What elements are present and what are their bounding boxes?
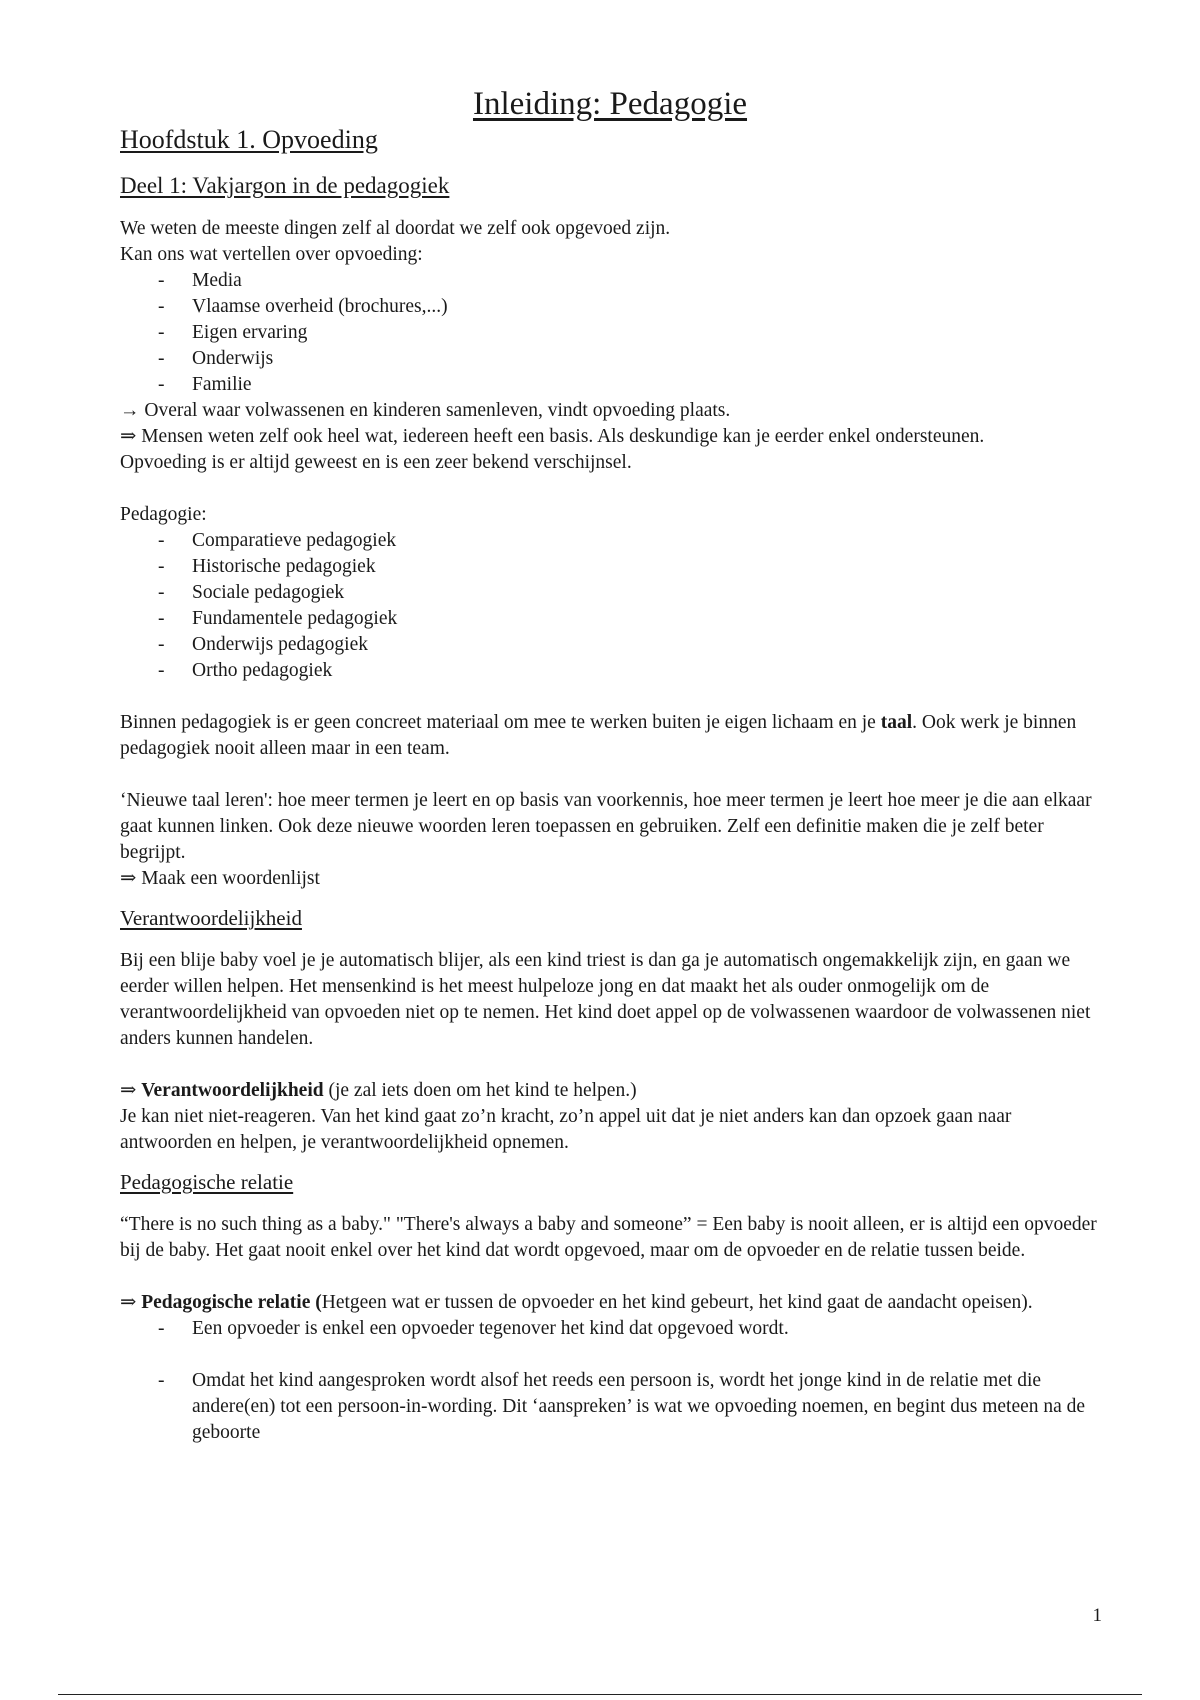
arrow-statement: ⇒ Mensen weten zelf ook heel wat, iedereen heeft een basis. Als deskundige kan je eerder enkel ondersteunen. bbox=[120, 426, 985, 447]
paragraph-taal: Binnen pedagogiek is er geen concreet materiaal om mee te werken buiten je eigen lichaam en je taal. Ook werk je binnen pedagogiek nooit alleen maar in een team. bbox=[120, 712, 1077, 759]
list-item: - Comparatieve pedagogiek bbox=[120, 528, 1100, 554]
definition-verantwoordelijkheid: ⇒ Verantwoordelijkheid (je zal iets doen om het kind te helpen.) bbox=[120, 1080, 637, 1101]
bold-term: Verantwoordelijkheid bbox=[141, 1080, 324, 1101]
list-item: - Ortho pedagogiek bbox=[120, 658, 1100, 684]
bold-term: Pedagogische relatie ( bbox=[141, 1292, 322, 1313]
arrow-statement: → Overal waar volwassenen en kinderen samenleven, vindt opvoeding plaats. bbox=[120, 400, 731, 421]
paragraph-quote: “There is no such thing as a baby." "There's always a baby and someone” = Een baby is nooit alleen, er is altijd een opvoeder bij de baby. Het gaat nooit enkel over het kind dat wordt opgevoed, maar om de opvoeder en de relatie tussen beide. bbox=[120, 1214, 1097, 1261]
paragraph: Je kan niet niet-reageren. Van het kind gaat zo’n kracht, zo’n appel uit dat je niet anders kan dan opzoek gaan naar antwoorden en helpen, je verantwoordelijkheid opnemen. bbox=[120, 1106, 1012, 1153]
page-number: 1 bbox=[1092, 1605, 1102, 1626]
footer-divider bbox=[58, 1694, 1142, 1695]
list-item: - Een opvoeder is enkel een opvoeder tegenover het kind dat opgevoed wordt. bbox=[120, 1316, 1100, 1342]
relatie-list bbox=[120, 1368, 1100, 1446]
list-item: - Omdat het kind aangesproken wordt alsof het reeds een persoon is, wordt het jonge kind in de relatie met die andere(en) tot een persoon-in-wording. Dit ‘aanspreken’ is wat we opvoeding noemen, en begint dus meteen na de geboorte bbox=[120, 1368, 1100, 1446]
section-heading-pedagogische-relatie: Pedagogische relatie bbox=[120, 1170, 294, 1194]
relatie-list bbox=[120, 1316, 1100, 1342]
pedagogie-label: Pedagogie: bbox=[120, 504, 207, 525]
intro-line: We weten de meeste dingen zelf al doordat we zelf ook opgevoed zijn. bbox=[120, 218, 671, 239]
list-item: - Fundamentele pedagogiek bbox=[120, 606, 1100, 632]
list-item: - Eigen ervaring bbox=[120, 320, 1100, 346]
definition-pedagogische-relatie: ⇒ Pedagogische relatie (Hetgeen wat er tussen de opvoeder en het kind gebeurt, het kind gaat de aandacht opeisen). bbox=[120, 1292, 1033, 1313]
list-item: - Sociale pedagogiek bbox=[120, 580, 1100, 606]
intro-line: Kan ons wat vertellen over opvoeding: bbox=[120, 244, 423, 265]
document-title: Inleiding: Pedagogie bbox=[472, 86, 748, 122]
pedagogie-list bbox=[120, 528, 1100, 684]
list-item: - Historische pedagogiek bbox=[120, 554, 1100, 580]
paragraph: Bij een blije baby voel je je automatisch blijer, als een kind triest is dan ga je automatisch ongemakkelijk zijn, en gaan we eerder willen helpen. Het mensenkind is het meest hulpeloze jong en dat maakt het als ouder onmogelijk om de verantwoordelijkheid van opvoeden niet op te nemen. Het kind doet appel op de volwassenen waardoor de volwassenen niet anders kunnen handelen. bbox=[120, 950, 1091, 1049]
chapter-heading: Hoofdstuk 1. Opvoeding bbox=[120, 125, 378, 154]
sources-list bbox=[120, 268, 1100, 398]
list-item: - Onderwijs bbox=[120, 346, 1100, 372]
list-item: - Media bbox=[120, 268, 1100, 294]
paragraph: ‘Nieuwe taal leren': hoe meer termen je leert en op basis van voorkennis, hoe meer termen je leert hoe meer je die aan elkaar gaat kunnen linken. Ook deze nieuwe woorden leren toepassen en gebruiken. Zelf een definitie maken die je zelf beter begrijpt. bbox=[120, 790, 1092, 863]
section-heading-verantwoordelijkheid: Verantwoordelijkheid bbox=[120, 906, 302, 930]
list-item: - Vlaamse overheid (brochures,...) bbox=[120, 294, 1100, 320]
list-item: - Familie bbox=[120, 372, 1100, 398]
document-body bbox=[120, 84, 1100, 1446]
section-heading-vakjargon: Deel 1: Vakjargon in de pedagogiek bbox=[120, 173, 450, 198]
bold-term: taal bbox=[880, 712, 913, 733]
list-item: - Onderwijs pedagogiek bbox=[120, 632, 1100, 658]
paragraph: Opvoeding is er altijd geweest en is een zeer bekend verschijnsel. bbox=[120, 452, 632, 473]
arrow-statement: ⇒ Maak een woordenlijst bbox=[120, 868, 320, 889]
